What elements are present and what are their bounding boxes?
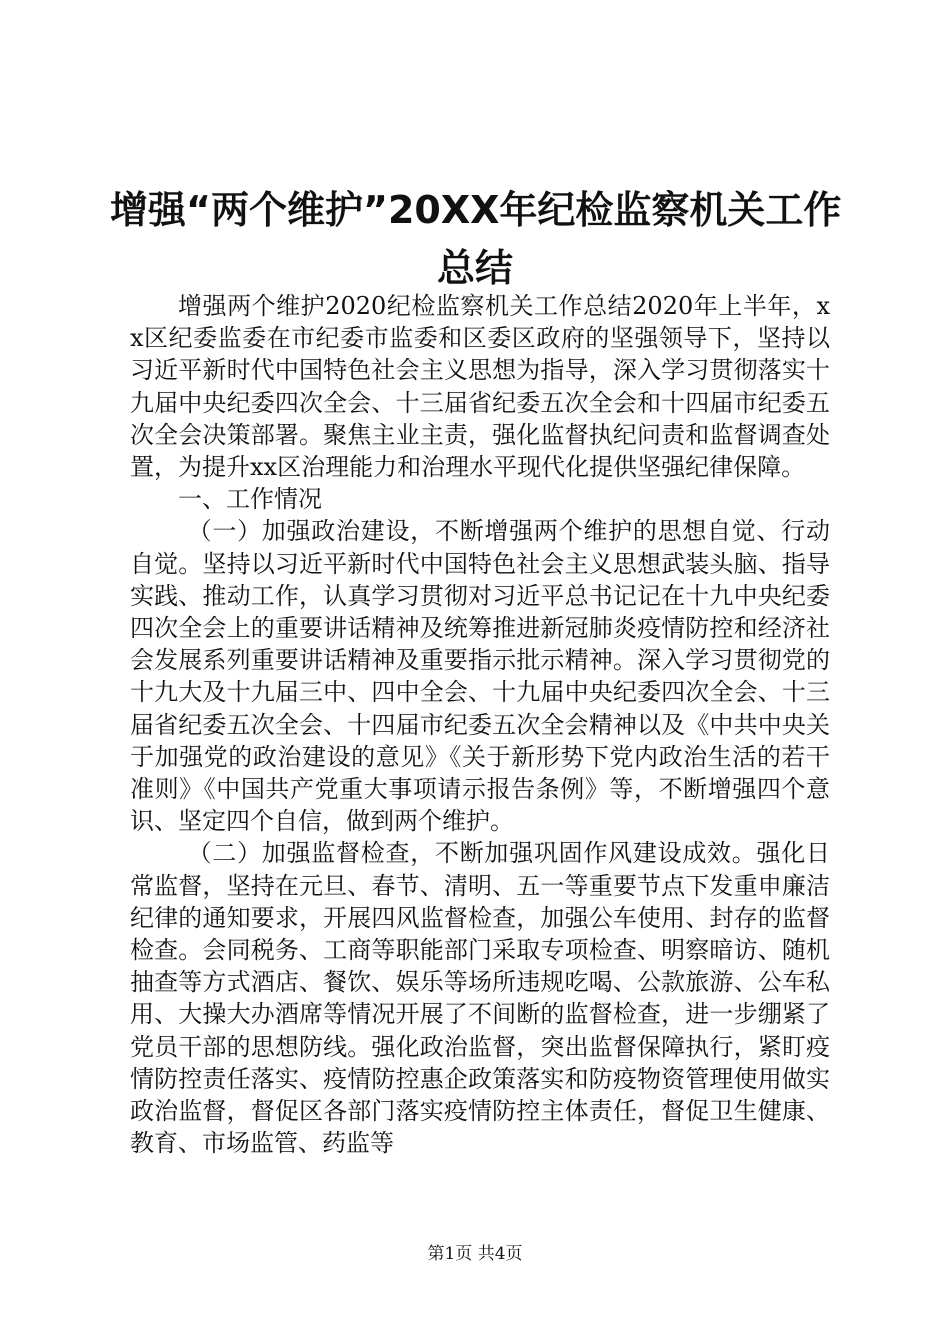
page-number-footer: 第1页 共4页 bbox=[427, 1244, 523, 1264]
document-body bbox=[130, 290, 830, 1159]
paragraph-political-building: （一）加强政治建设，不断增强两个维护的思想自觉、行动自觉。坚持以习近平新时代中国特色社会主义思想武装头脑、指导实践、推动工作，认真学习贯彻对习近平总书记记在十九中央纪委四次全会上的重要讲话精神及统筹推进新冠肺炎疫情防控和经济社会发展系列重要讲话精神及重要指示批示精神。深入学习贯彻党的十九大及十九届三中、四中全会、十九届中央纪委四次全会、十三届省纪委五次全会、十四届市纪委五次全会精神以及《中共中央关于加强党的政治建设的意见》《关于新形势下党内政治生活的若干准则》《中国共产党重大事项请示报告条例》等，不断增强四个意识、坚定四个自信，做到两个维护。 bbox=[130, 517, 830, 836]
paragraph-supervision-inspection: （二）加强监督检查，不断加强巩固作风建设成效。强化日常监督，坚持在元旦、春节、清明、五一等重要节点下发重申廉洁纪律的通知要求，开展四风监督检查，加强公车使用、封存的监督检查。会同税务、工商等职能部门采取专项检查、明察暗访、随机抽查等方式酒店、餐饮、娱乐等场所违规吃喝、公款旅游、公车私用、大操大办酒席等情况开展了不间断的监督检查，进一步绷紧了党员干部的思想防线。强化政治监督，突出监督保障执行，紧盯疫情防控责任落实、疫情防控惠企政策落实和防疫物资管理使用做实政治监督，督促区各部门落实疫情防控主体责任，督促卫生健康、教育、市场监管、药监等 bbox=[130, 839, 830, 1158]
document-title-line-2: 总结 bbox=[436, 246, 513, 290]
intro-paragraph: 增强两个维护2020纪检监察机关工作总结2020年上半年，xx区纪委监委在市纪委市监委和区委区政府的坚强领导下，坚持以习近平新时代中国特色社会主义思想为指导，深入学习贯彻落实十九届中央纪委四次全会、十三届省纪委五次全会和十四届市纪委五次全会决策部署。聚焦主业主责，强化监督执纪问责和监督调查处置，为提升xx区治理能力和治理水平现代化提供坚强纪律保障。 bbox=[130, 292, 830, 482]
section-heading-work-status: 一、工作情况 bbox=[178, 485, 322, 514]
document-title-line-1: 增强“两个维护”20XX年纪检监察机关工作 bbox=[110, 188, 842, 232]
